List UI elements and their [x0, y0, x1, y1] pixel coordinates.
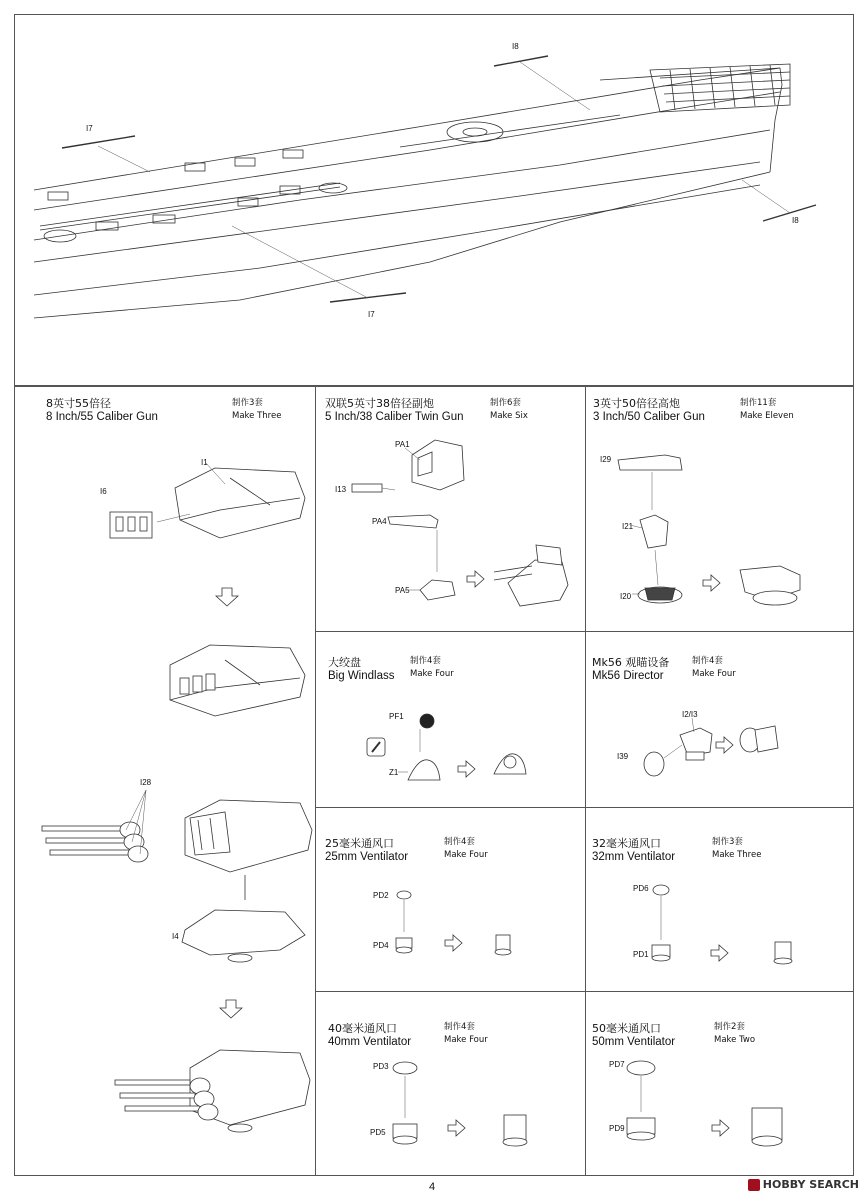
v50-title-cn: 50毫米通风口	[592, 1022, 661, 1035]
twin5-title-cn: 双联5英寸38倍径副炮	[325, 397, 434, 410]
twin5-part-i13: I13	[335, 485, 347, 494]
v40-part-pd5: PD5	[370, 1128, 386, 1137]
v25-part-pd4: PD4	[373, 941, 389, 950]
v25-title-en: 25mm Ventilator	[325, 851, 409, 863]
gun3-note-cn: 制作11套	[740, 398, 777, 408]
hull-label-i7-left: I7	[86, 124, 93, 133]
mk56-title-cn: Mk56 观瞄设备	[592, 656, 670, 669]
v32-title-en: 32mm Ventilator	[592, 851, 676, 863]
gun3-part-i21: I21	[622, 522, 634, 531]
gun3-part-i29: I29	[600, 455, 612, 464]
hull-label-i8-right: I8	[792, 216, 799, 225]
gun3-title-cn: 3英寸50倍径高炮	[593, 397, 680, 410]
twin5-part-pa4: PA4	[372, 517, 387, 526]
mk56-part-i2i3: I2/I3	[682, 710, 698, 719]
v40-note-en: Make Four	[444, 1035, 488, 1045]
v32-part-pd6: PD6	[633, 884, 649, 893]
gun8-title-en: 8 Inch/55 Caliber Gun	[46, 411, 158, 423]
watermark	[748, 1178, 859, 1191]
v40-title-cn: 40毫米通风口	[328, 1022, 397, 1035]
v50-note-cn: 制作2套	[714, 1022, 745, 1032]
windlass-title-cn: 大绞盘	[328, 656, 361, 669]
twin5-note-en: Make Six	[490, 411, 528, 421]
watermark-text: HOBBY SEARCH	[762, 1178, 859, 1191]
mk56-part-i39: I39	[617, 752, 629, 761]
v25-note-cn: 制作4套	[444, 837, 475, 847]
gun8-part-i1: I1	[201, 458, 208, 467]
twin5-part-pa1: PA1	[395, 440, 410, 449]
gun3-note-en: Make Eleven	[740, 411, 794, 421]
hull-label-i8-top: I8	[512, 42, 519, 51]
v32-part-pd1: PD1	[633, 950, 649, 959]
twin5-note-cn: 制作6套	[490, 398, 521, 408]
v25-note-en: Make Four	[444, 850, 488, 860]
mk56-note-cn: 制作4套	[692, 656, 723, 666]
v40-title-en: 40mm Ventilator	[328, 1036, 412, 1048]
windlass-part-pf1: PF1	[389, 712, 404, 721]
gun8-note-cn: 制作3套	[232, 398, 263, 408]
v25-title-cn: 25毫米通风口	[325, 837, 394, 850]
windlass-part-z1: Z1	[389, 768, 399, 777]
twin5-title-en: 5 Inch/38 Caliber Twin Gun	[325, 411, 464, 423]
page-number: 4	[429, 1181, 436, 1193]
gun8-title-cn: 8英寸55倍径	[46, 397, 111, 410]
gun3-part-i20: I20	[620, 592, 632, 601]
twin5-part-pa5: PA5	[395, 586, 410, 595]
v40-part-pd3: PD3	[373, 1062, 389, 1071]
gun8-part-i4: I4	[172, 932, 179, 941]
v50-part-pd7: PD7	[609, 1060, 625, 1069]
windlass-title-en: Big Windlass	[328, 670, 395, 682]
v40-note-cn: 制作4套	[444, 1022, 475, 1032]
windlass-note-cn: 制作4套	[410, 656, 441, 666]
gun3-title-en: 3 Inch/50 Caliber Gun	[593, 411, 705, 423]
windlass-note-en: Make Four	[410, 669, 454, 679]
gun8-part-i28: I28	[140, 778, 152, 787]
watermark-logo-icon	[748, 1179, 760, 1191]
v32-note-cn: 制作3套	[712, 837, 743, 847]
v50-title-en: 50mm Ventilator	[592, 1036, 676, 1048]
gun8-part-i6: I6	[100, 487, 107, 496]
v50-note-en: Make Two	[714, 1035, 756, 1045]
hull-label-i7-bottom: I7	[368, 310, 375, 319]
mk56-note-en: Make Four	[692, 669, 736, 679]
v25-part-pd2: PD2	[373, 891, 389, 900]
v32-title-cn: 32毫米通风口	[592, 837, 661, 850]
gun8-note-en: Make Three	[232, 411, 282, 421]
v50-part-pd9: PD9	[609, 1124, 625, 1133]
mk56-title-en: Mk56 Director	[592, 670, 664, 682]
v32-note-en: Make Three	[712, 850, 762, 860]
